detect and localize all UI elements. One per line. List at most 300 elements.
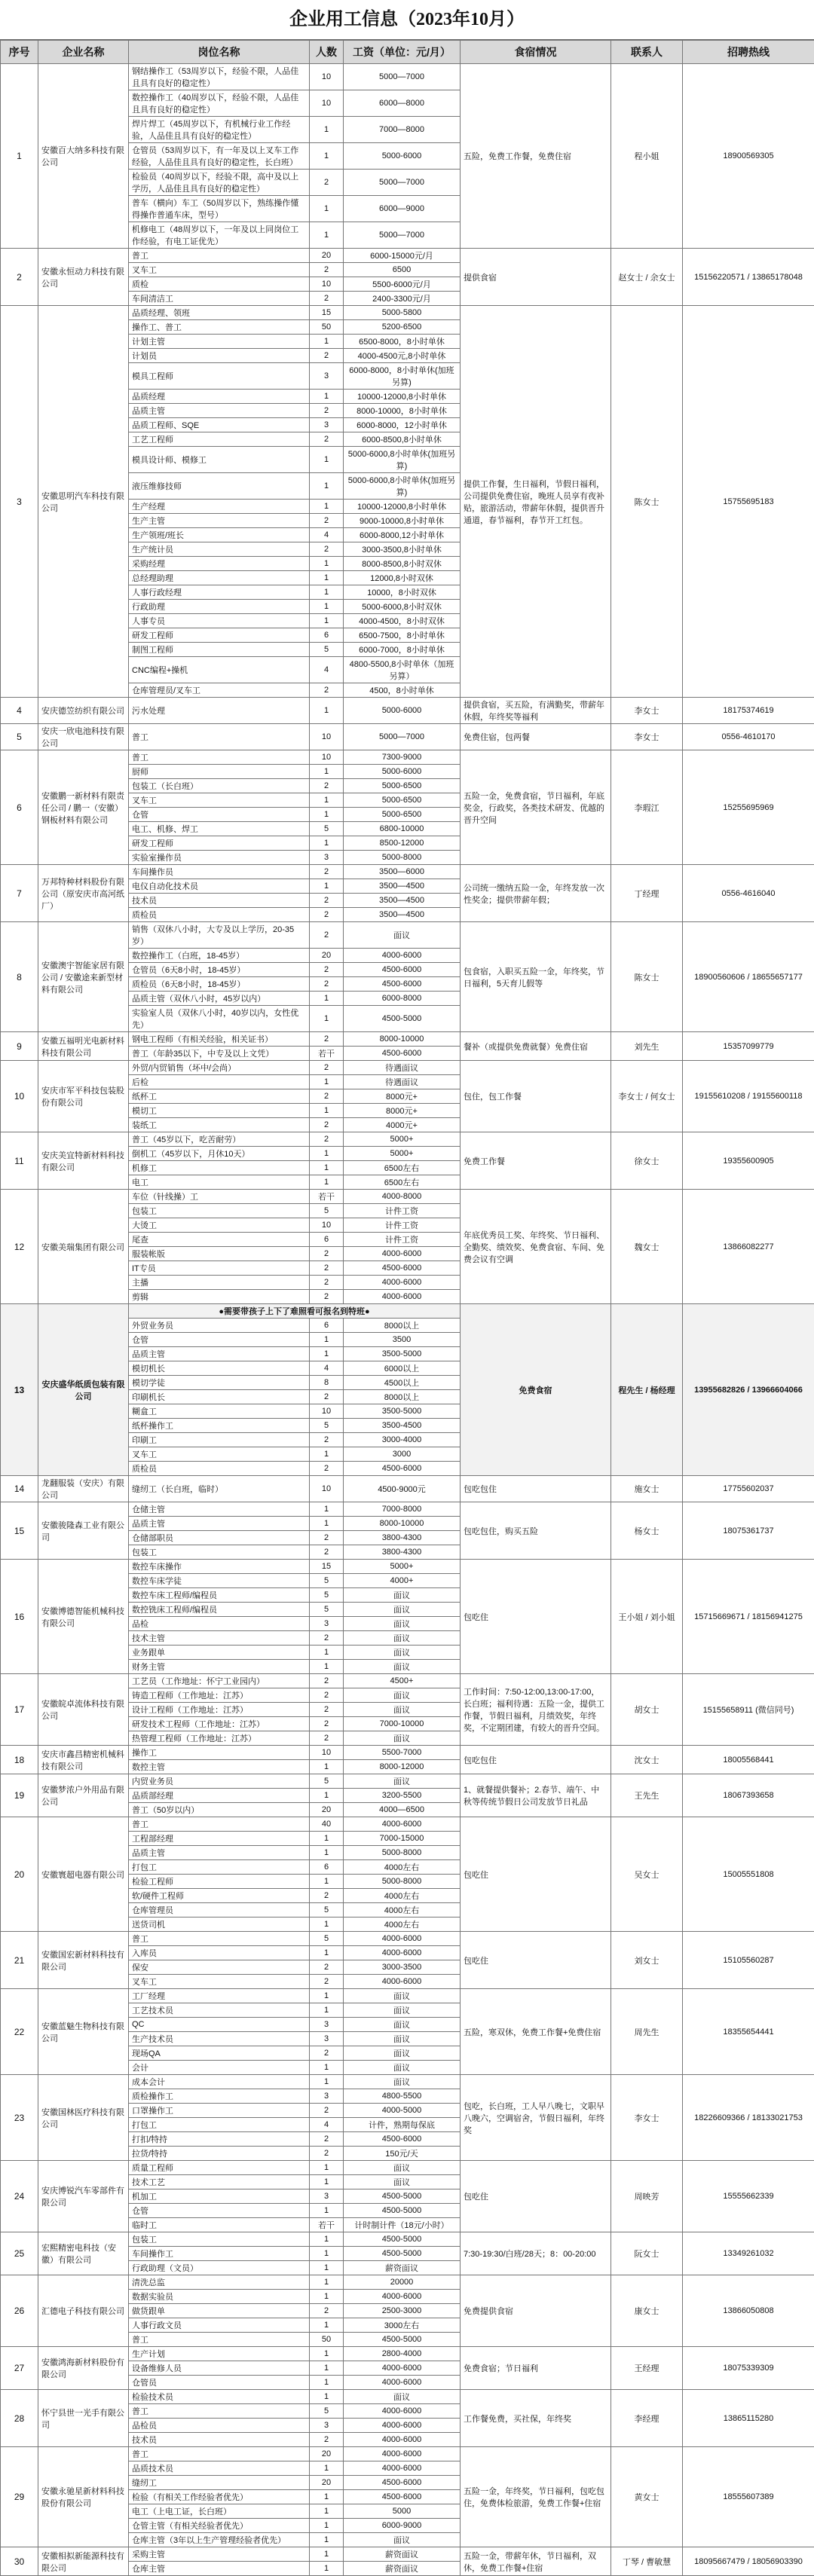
table-row	[1, 1674, 814, 1688]
salary: 5500-7000	[344, 1746, 461, 1760]
salary: 8000元+	[344, 1104, 461, 1118]
position-count: 6	[310, 1319, 344, 1333]
salary: 4500，8小时单休	[344, 683, 461, 698]
position-name: 尾查	[129, 1233, 310, 1247]
position-count: 1	[310, 1789, 344, 1803]
table-header-row	[1, 41, 814, 64]
salary: 4000左右	[344, 1917, 461, 1932]
position-name: 数控铣床工程师/编程员	[129, 1603, 310, 1617]
hotline: 0556-4616040	[683, 865, 814, 922]
salary: 6000-7000，8小时单休	[344, 643, 461, 657]
company-name: 安徽百大纳多科技有限公司	[38, 64, 129, 249]
position-count: 6	[310, 628, 344, 643]
position-name: 检验工程师	[129, 1875, 310, 1889]
position-count: 2	[310, 1674, 344, 1688]
position-name: 生产计划	[129, 2347, 310, 2361]
salary: 5500-6000元/月	[344, 277, 461, 292]
position-count: 1	[310, 1646, 344, 1660]
position-count: 1	[310, 2075, 344, 2089]
position-count: 1	[310, 571, 344, 585]
position-name: 数据实验员	[129, 2290, 310, 2304]
salary: 4500-9000元	[344, 1476, 461, 1502]
position-count: 1	[310, 1846, 344, 1860]
salary: 面议	[344, 1774, 461, 1789]
position-name: 机修电工（48周岁以下，一年及以上同岗位工作经验，有电工证优先）	[129, 222, 310, 249]
position-name: 后检	[129, 1075, 310, 1089]
position-count: 3	[310, 363, 344, 390]
table-row	[1, 2447, 814, 2461]
contact-person: 黄女士	[611, 2447, 683, 2547]
position-count: 2	[310, 1975, 344, 1989]
hotline: 13955682826 / 13966604066	[683, 1304, 814, 1476]
position-count: 2	[310, 2304, 344, 2318]
company-name: 安庆市军平科技包装股份有限公司	[38, 1061, 129, 1132]
company-number: 23	[1, 2075, 38, 2161]
position-name: 生产技术员	[129, 2032, 310, 2046]
hotline: 13349261032	[683, 2232, 814, 2275]
position-count: 1	[310, 1333, 344, 1347]
position-name: 现场QA	[129, 2046, 310, 2061]
food-lodging: 五险一金，年终奖，节日福利，包吃包住，免费体检旅游，免费工作餐+住宿	[461, 2447, 611, 2547]
company-name: 安徽梦浓户外用品有限公司	[38, 1774, 129, 1817]
company-number: 6	[1, 750, 38, 865]
position-count: 1	[310, 1989, 344, 2003]
position-name: 仓管主管（有相关经验者优先）	[129, 2519, 310, 2533]
salary: 面议	[344, 1731, 461, 1746]
position-name: 采购主管	[129, 2547, 310, 2562]
contact-person: 李瑕江	[611, 750, 683, 865]
position-name: 纸杯操作工	[129, 1419, 310, 1433]
position-name: 普工	[129, 249, 310, 263]
salary: 5000-6500	[344, 808, 461, 822]
salary: 6000-8000，8小时单休(加班另算)	[344, 363, 461, 390]
hotline: 15005551808	[683, 1817, 814, 1932]
position-count: 1	[310, 2347, 344, 2361]
table-row	[1, 1304, 814, 1319]
food-lodging: 包吃住	[461, 1932, 611, 1989]
position-count: 2	[310, 349, 344, 363]
position-name: 普工	[129, 724, 310, 750]
position-name: 做货跟单	[129, 2304, 310, 2318]
position-count: 1	[310, 1347, 344, 1361]
table-row	[1, 865, 814, 879]
contact-person: 施女士	[611, 1476, 683, 1502]
food-lodging: 提供工作餐，生日福利，节假日福利，公司提供免费住宿，晚班人员享有夜补贴，旅游活动，带薪年休假，提供晋升通道，春节福利，春节开工红包。	[461, 306, 611, 698]
company-name: 安徽美瑞集团有限公司	[38, 1190, 129, 1304]
header-count: 人数	[310, 41, 344, 64]
position-name: 送货司机	[129, 1917, 310, 1932]
salary: 面议	[344, 1703, 461, 1717]
food-lodging: 免费提供食宿	[461, 2275, 611, 2347]
position-count: 1	[310, 1760, 344, 1774]
salary: 4500-5000	[344, 2204, 461, 2218]
position-name: IT专员	[129, 1261, 310, 1276]
salary: 4000-6000	[344, 1946, 461, 1960]
salary: 4000-8000	[344, 1190, 461, 1204]
position-count: 5	[310, 643, 344, 657]
position-count: 1	[310, 1175, 344, 1190]
position-count: 1	[310, 117, 344, 143]
salary: 6000-9000	[344, 2519, 461, 2533]
salary: 7300-9000	[344, 750, 461, 765]
table-row	[1, 1061, 814, 1075]
position-count: 40	[310, 1817, 344, 1832]
hotline: 13865115280	[683, 2390, 814, 2447]
position-name: 印刷工	[129, 1433, 310, 1447]
company-number: 28	[1, 2390, 38, 2447]
position-name: 人事专员	[129, 614, 310, 628]
salary: 4500-6000	[344, 2132, 461, 2147]
table-row	[1, 1032, 814, 1047]
food-lodging: 包食宿，入职买五险一金，年终奖，节日福利，5天育儿假等	[461, 922, 611, 1032]
position-name: 普工（年龄35以下，中专及以上文凭）	[129, 1047, 310, 1061]
position-name: 钢电工程师（有相关经验，相关证书）	[129, 1032, 310, 1047]
salary: 4000-6000	[344, 1276, 461, 1290]
position-count: 5	[310, 1603, 344, 1617]
position-count: 1	[310, 600, 344, 614]
table-row	[1, 1132, 814, 1147]
hotline: 15555662339	[683, 2161, 814, 2232]
salary: 4500-5000	[344, 2232, 461, 2247]
position-count: 5	[310, 822, 344, 836]
company-number: 29	[1, 2447, 38, 2547]
position-count: 1	[310, 1875, 344, 1889]
position-name: 清洗总监	[129, 2275, 310, 2290]
food-lodging: 餐补（或提供免费就餐）免费住宿	[461, 1032, 611, 1061]
position-count: 2	[310, 2046, 344, 2061]
salary: 5000—7000	[344, 64, 461, 90]
position-name: 数控操作工（40周岁以下，经验不限，人品佳且具有良好的稳定性）	[129, 90, 310, 117]
position-name: 焊片焊工（45周岁以下，有机械行业工作经验，人品佳且具有良好的稳定性）	[129, 117, 310, 143]
company-name: 安徽国林医疗科技有限公司	[38, 2075, 129, 2161]
salary: 3500	[344, 1333, 461, 1347]
company-name: 安徽鹏一新材料有限责任公司 / 鹏一（安徽）钢板材料有限公司	[38, 750, 129, 865]
company-name: 宏熙精密电科技（安徽）有限公司	[38, 2232, 129, 2275]
table-row	[1, 1989, 814, 2003]
company-number: 3	[1, 306, 38, 698]
position-count: 1	[310, 836, 344, 851]
salary: 面议	[344, 1631, 461, 1646]
company-number: 16	[1, 1560, 38, 1674]
salary: 150元/天	[344, 2147, 461, 2161]
position-count: 2	[310, 1132, 344, 1147]
company-number: 12	[1, 1190, 38, 1304]
position-name: 铸造工程师（工作地址：江苏）	[129, 1688, 310, 1703]
header-hotline: 招聘热线	[683, 41, 814, 64]
food-lodging: 公司统一缴纳五险一金，年终发放一次性奖金；提供带薪年假；	[461, 865, 611, 922]
position-name: 工艺员（工作地址：怀宁工业园内）	[129, 1674, 310, 1688]
salary: 5000-6000	[344, 143, 461, 170]
position-name: 操作工	[129, 1746, 310, 1760]
position-count: 1	[310, 879, 344, 894]
salary: 待遇面议	[344, 1075, 461, 1089]
position-name: 行政助理	[129, 600, 310, 614]
position-name: 检验（有相关工作经验者优先）	[129, 2490, 310, 2504]
position-name: 财务主管	[129, 1660, 310, 1674]
position-name: 数控车床操作	[129, 1560, 310, 1574]
position-name: CNC编程+操机	[129, 657, 310, 683]
position-name: 热管理工程师（工作地址：江苏）	[129, 1731, 310, 1746]
position-name: 品质主管	[129, 1517, 310, 1531]
position-count: 3	[310, 2018, 344, 2032]
salary: 6000-8000	[344, 992, 461, 1006]
salary: 10000，8小时双休	[344, 585, 461, 600]
company-number: 17	[1, 1674, 38, 1746]
position-name: 人事行政文员	[129, 2318, 310, 2333]
salary: 3000-3500,8小时单休	[344, 542, 461, 557]
hotline: 13866082277	[683, 1190, 814, 1304]
position-count: 10	[310, 1746, 344, 1760]
position-count: 2	[310, 1717, 344, 1731]
salary: 5200-6500	[344, 320, 461, 335]
position-count: 3	[310, 2032, 344, 2046]
salary: 4500-5000	[344, 2247, 461, 2261]
position-count: 1	[310, 2247, 344, 2261]
salary: 薪资面议	[344, 2261, 461, 2275]
contact-person: 吴女士	[611, 1817, 683, 1932]
position-count: 若干	[310, 1190, 344, 1204]
salary: 4000-6000	[344, 1290, 461, 1304]
salary: 8000-8500,8小时双休	[344, 557, 461, 571]
company-number: 9	[1, 1032, 38, 1061]
position-name: 实验室人员（双休八小时，40岁以内，女性优先）	[129, 1006, 310, 1032]
position-name: 打扣/特持	[129, 2132, 310, 2147]
salary: 3200-5500	[344, 1789, 461, 1803]
position-count: 2	[310, 1688, 344, 1703]
position-name: 叉车工	[129, 1447, 310, 1462]
salary: 4000元+	[344, 1118, 461, 1132]
salary: 2800-4000	[344, 2347, 461, 2361]
salary: 4000-6000	[344, 2290, 461, 2304]
page-title: 企业用工信息（2023年10月）	[0, 0, 814, 40]
position-name: 品检员	[129, 2419, 310, 2433]
company-number: 13	[1, 1304, 38, 1476]
position-count: 10	[310, 750, 344, 765]
salary: 5000+	[344, 1560, 461, 1574]
position-count: 1	[310, 2390, 344, 2404]
salary: 5000	[344, 2504, 461, 2519]
food-lodging: 提供食宿	[461, 249, 611, 306]
position-count: 2	[310, 963, 344, 977]
salary: 3800-4300	[344, 1531, 461, 1545]
position-name: 质检	[129, 277, 310, 292]
hotline: 18095667479 / 18056903390	[683, 2547, 814, 2576]
hotline: 18900569305	[683, 64, 814, 249]
hotline: 18005568441	[683, 1746, 814, 1774]
position-name: 仓管	[129, 1333, 310, 1347]
company-number: 11	[1, 1132, 38, 1190]
position-name: 技术员	[129, 2433, 310, 2447]
salary: 8000-10000	[344, 1517, 461, 1531]
position-count: 1	[310, 1075, 344, 1089]
position-count: 1	[310, 2003, 344, 2018]
food-lodging: 工作时间：7:50-12:00,13:00-17:00，长白班；福利待遇：五险一金，提供工作餐，节假日福利，月绩效奖，年终奖，不定期团建，有较大的晋升空间。	[461, 1674, 611, 1746]
position-name: 品质经理、领班	[129, 306, 310, 320]
salary: 6000-8500,8小时单休	[344, 432, 461, 447]
salary: 8000-10000，8小时单休	[344, 404, 461, 418]
salary: 薪资面议	[344, 2562, 461, 2576]
contact-person: 李女士	[611, 698, 683, 724]
position-count: 2	[310, 908, 344, 922]
position-count: 20	[310, 2476, 344, 2490]
position-count: 2	[310, 292, 344, 306]
salary: 5000—7000	[344, 222, 461, 249]
salary: 5000-5800	[344, 306, 461, 320]
company-number: 2	[1, 249, 38, 306]
position-name: 计划员	[129, 349, 310, 363]
salary: 20000	[344, 2275, 461, 2290]
salary: 6500左右	[344, 1175, 461, 1190]
position-name: QC	[129, 2018, 310, 2032]
table-row	[1, 1560, 814, 1574]
position-name: 业务跟单	[129, 1646, 310, 1660]
salary: 5000-6000	[344, 765, 461, 779]
salary: 面议	[344, 2018, 461, 2032]
salary: 6500左右	[344, 1161, 461, 1175]
position-count: 1	[310, 2204, 344, 2218]
position-name: 设计工程师（工作地址：江苏）	[129, 1703, 310, 1717]
table-row	[1, 249, 814, 263]
position-name: 电工、机修、焊工	[129, 822, 310, 836]
salary: 3500-5000	[344, 1347, 461, 1361]
salary: 3500—4500	[344, 879, 461, 894]
salary: 7000—8000	[344, 117, 461, 143]
position-count: 1	[310, 196, 344, 222]
position-count: 10	[310, 277, 344, 292]
position-count: 1	[310, 793, 344, 808]
salary: 5000—7000	[344, 170, 461, 196]
company-number: 18	[1, 1746, 38, 1774]
position-count: 1	[310, 500, 344, 514]
position-name: 仓管员（6天8小时，18-45岁）	[129, 963, 310, 977]
position-name: 纸杯工	[129, 1089, 310, 1104]
position-count: 1	[310, 447, 344, 473]
position-name: 总经理助理	[129, 571, 310, 585]
position-count: 15	[310, 306, 344, 320]
position-name: 缝纫工（长白班，临时）	[129, 1476, 310, 1502]
salary: 3500—4500	[344, 908, 461, 922]
position-name: 钢结操作工（53周岁以下，经验不限，人品佳且具有良好的稳定性）	[129, 64, 310, 90]
position-count: 2	[310, 1390, 344, 1404]
salary: 4000-6000	[344, 2404, 461, 2419]
position-name: 打包工	[129, 2118, 310, 2132]
position-count: 1	[310, 1006, 344, 1032]
position-name: 包装工	[129, 1204, 310, 1218]
position-count: 1	[310, 1502, 344, 1517]
table-row	[1, 306, 814, 320]
position-name: 质量工程师	[129, 2161, 310, 2175]
company-number: 21	[1, 1932, 38, 1989]
header-contact: 联系人	[611, 41, 683, 64]
salary: 3000-4000	[344, 1433, 461, 1447]
position-count: 3	[310, 2419, 344, 2433]
position-name: 工艺工程师	[129, 432, 310, 447]
position-name: 仓管	[129, 808, 310, 822]
salary: 4000-6000	[344, 2361, 461, 2376]
contact-person: 李女士	[611, 2075, 683, 2161]
salary: 6500-7500，8小时单休	[344, 628, 461, 643]
position-name: 研发工程师	[129, 836, 310, 851]
company-name: 安庆博锐汽车零部件有限公司	[38, 2161, 129, 2232]
salary: 5000-6000,8小时单休(加班另算)	[344, 473, 461, 500]
position-count: 1	[310, 2061, 344, 2075]
position-count: 2	[310, 1290, 344, 1304]
salary: 10000-12000,8小时单休	[344, 500, 461, 514]
position-name: 品质主管	[129, 404, 310, 418]
company-name: 万邦特种材料股份有限公司（原安庆市高河纸厂）	[38, 865, 129, 922]
position-count: 4	[310, 2118, 344, 2132]
salary: 4000-6000	[344, 1932, 461, 1946]
food-lodging: 包吃包住，购买五险	[461, 1502, 611, 1560]
position-name: 采购经理	[129, 557, 310, 571]
salary: 面议	[344, 1603, 461, 1617]
salary: 薪资面议	[344, 2547, 461, 2562]
position-count: 10	[310, 1404, 344, 1419]
hotline: 18900560606 / 18655657177	[683, 922, 814, 1032]
position-name: 模具工程师	[129, 363, 310, 390]
position-count: 2	[310, 170, 344, 196]
salary: 面议	[344, 1646, 461, 1660]
position-count: 4	[310, 1361, 344, 1376]
position-count: 2	[310, 432, 344, 447]
food-lodging: 免费住宿，包两餐	[461, 724, 611, 750]
position-name: 品质部经理	[129, 1789, 310, 1803]
company-name: 安庆美宜特新材料科技有限公司	[38, 1132, 129, 1190]
contact-person: 周映芳	[611, 2161, 683, 2232]
salary: 5000-8000	[344, 1875, 461, 1889]
position-name: 会计	[129, 2061, 310, 2075]
position-count: 5	[310, 2404, 344, 2419]
position-count: 1	[310, 2261, 344, 2275]
position-name: 生产领班/班长	[129, 528, 310, 542]
salary: 6000-8000，12小时单休	[344, 418, 461, 432]
position-count: 1	[310, 2175, 344, 2189]
position-name: 剪辑	[129, 1290, 310, 1304]
position-name: 生产主管	[129, 514, 310, 528]
table-row	[1, 2075, 814, 2089]
salary: 2400-3300元/月	[344, 292, 461, 306]
position-count: 1	[310, 2533, 344, 2547]
position-name: 车间操作员	[129, 865, 310, 879]
hotline: 15105560287	[683, 1932, 814, 1989]
position-count: 1	[310, 222, 344, 249]
salary: 4000-6000	[344, 2433, 461, 2447]
hotline: 15155658911 (微信同号)	[683, 1674, 814, 1746]
position-name: 工艺技术员	[129, 2003, 310, 2018]
position-name: 品质主管	[129, 1347, 310, 1361]
contact-person: 刘女士	[611, 1932, 683, 1989]
position-name: 装纸工	[129, 1118, 310, 1132]
position-count: 1	[310, 2275, 344, 2290]
contact-person: 胡女士	[611, 1674, 683, 1746]
hotline: 15357099779	[683, 1032, 814, 1061]
position-count: 1	[310, 765, 344, 779]
table-row	[1, 2161, 814, 2175]
jobs-table	[0, 40, 814, 2576]
company-number: 15	[1, 1502, 38, 1560]
salary: 4000-6000	[344, 1247, 461, 1261]
position-name: 软/硬件工程师	[129, 1889, 310, 1903]
hotline: 15255695969	[683, 750, 814, 865]
salary: 4000左右	[344, 1889, 461, 1903]
position-count: 2	[310, 1462, 344, 1476]
food-lodging: 7:30-19:30/白班/28天；8：00-20:00	[461, 2232, 611, 2275]
salary: 计时制计件（18元/小时）	[344, 2218, 461, 2232]
salary: 3500—6000	[344, 865, 461, 879]
salary: 计件工资	[344, 1218, 461, 1233]
position-name: 普工	[129, 2404, 310, 2419]
table-row	[1, 1932, 814, 1946]
